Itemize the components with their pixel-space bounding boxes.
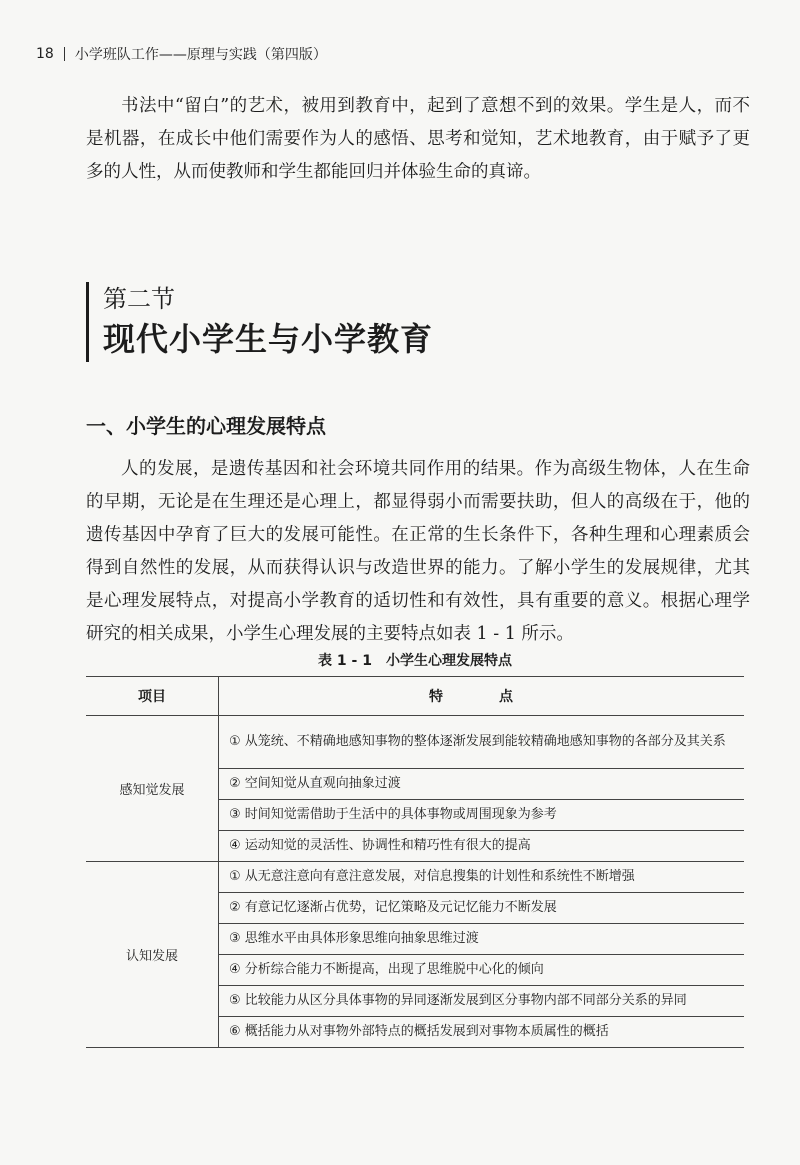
section-heading <box>86 282 433 362</box>
feature-cell: ② 有意记忆逐渐占优势，记忆策略及元记忆能力不断发展 <box>219 893 745 924</box>
header-divider <box>64 47 65 61</box>
table-caption: 表 1 - 1 小学生心理发展特点 <box>318 653 512 669</box>
table-row <box>86 716 744 769</box>
section-title: 现代小学生与小学教育 <box>103 320 434 358</box>
category-cell: 认知发展 <box>86 862 219 1048</box>
intro-paragraph: 书法中“留白”的艺术，被用到教育中，起到了意想不到的效果。学生是人，而不是机器，在成长中他们需要作为人的感悟、思考和觉知，艺术地教育，由于赋予了更多的人性，从而使教师和学生都能回归并体验生命的真谛。 <box>86 96 750 182</box>
feature-cell: ① 从无意注意向有意注意发展，对信息搜集的计划性和系统性不断增强 <box>219 862 745 893</box>
feature-cell: ⑤ 比较能力从区分具体事物的异同逐渐发展到区分事物内部不同部分关系的异同 <box>219 986 745 1017</box>
feature-cell: ① 从笼统、不精确地感知事物的整体逐渐发展到能较精确地感知事物的各部分及其关系 <box>219 716 745 769</box>
section-number: 第二节 <box>103 285 175 313</box>
feature-cell: ④ 运动知觉的灵活性、协调性和精巧性有很大的提高 <box>219 831 745 862</box>
category-cell: 感知觉发展 <box>86 716 219 862</box>
development-table <box>86 676 744 1048</box>
header-feature: 特 点 <box>219 677 745 716</box>
subheading: 一、小学生的心理发展特点 <box>86 414 326 438</box>
body-paragraph: 人的发展，是遗传基因和社会环境共同作用的结果。作为高级生物体，人在生命的早期，无论是在生理还是心理上，都显得弱小而需要扶助，但人的高级在于，他的遗传基因中孕育了巨大的发展可能性。在正常的生长条件下，各种生理和心理素质会得到自然性的发展，从而获得认识与改造世界的能力。了解小学生的发展规律，尤其是心理发展特点，对提高小学教育的适切性和有效性，具有重要的意义。根据心理学研究的相关成果，小学生心理发展的主要特点如表 1 - 1 所示。 <box>86 459 750 644</box>
feature-cell: ③ 思维水平由具体形象思维向抽象思维过渡 <box>219 924 745 955</box>
feature-cell: ④ 分析综合能力不断提高，出现了思维脱中心化的倾向 <box>219 955 745 986</box>
feature-cell: ③ 时间知觉需借助于生活中的具体事物或周围现象为参考 <box>219 800 745 831</box>
header-item: 项目 <box>86 677 219 716</box>
feature-cell: ② 空间知觉从直观向抽象过渡 <box>219 769 745 800</box>
book-title: 小学班队工作——原理与实践（第四版） <box>74 47 327 63</box>
table-header-row <box>86 677 744 716</box>
page-header <box>36 44 327 64</box>
feature-cell: ⑥ 概括能力从对事物外部特点的概括发展到对事物本质属性的概括 <box>219 1017 745 1048</box>
table-row <box>86 862 744 893</box>
page-number: 18 <box>36 46 54 62</box>
